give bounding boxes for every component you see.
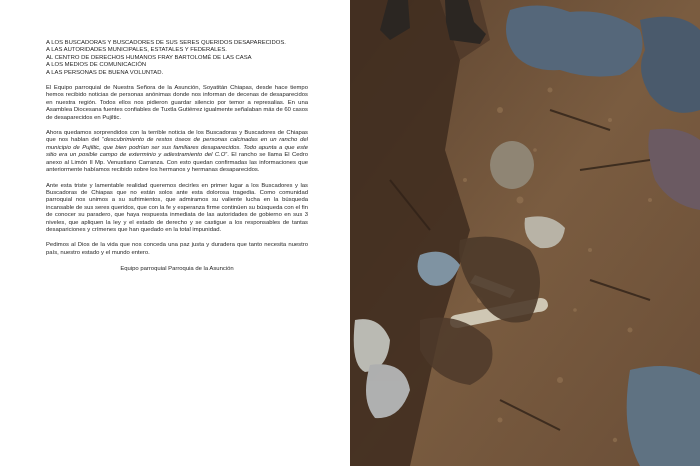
ground-photo — [350, 0, 700, 466]
paragraph — [46, 130, 308, 174]
addressee-line: A LOS BUSCADORAS Y BUSCADORES DE SUS SERES QUERIDOS DESAPARECIDOS. — [46, 40, 286, 46]
addressee-line: A LAS AUTORIDADES MUNICIPALES, ESTATALES Y FEDERALES. — [46, 47, 227, 54]
paragraph: Pedimos al Dios de la vida que nos conceda una paz justa y duradera que tanto necesita nuestro país, nuestro estado y el mundo entero. — [46, 242, 308, 256]
photo-illustration — [350, 0, 700, 466]
quoted-text: descubrimiento de restos óseos de personas calcinadas en un rancho del municipio de Pujiltic, que bien podrían ser sus familiares desaparecidos. Todo apunta a que este sitio era un posible campo de exterminio y adiestramiento del C.O — [46, 137, 308, 159]
addressee-list — [46, 40, 308, 77]
paragraph-text: ”. El rancho se llama El Cedro anexo al Limón II Mp. Venustiano Carranza. Con esto quedan confirmadas las informaciones que anteriormente habíamos recibido sobre los hermanos y hermanas desaparecidos. — [46, 152, 309, 174]
paragraph-text: Ahora quedamos sorprendidos con la terrible noticia de los Buscadoras y Buscadores de Chiapas que nos hablan del “ — [46, 130, 308, 144]
paragraph: Ante esta triste y lamentable realidad queremos decirles en primer lugar a los Buscadores y las Buscadoras de Chiapas que no están solos ante esta dolorosa tragedia. Como comunidad parroquial nos unimos a su sufrimientos, que admiramos su valiente lucha en la búsqueda incansable de sus seres queridos, que con la fe y esperanza firme continúen su búsqueda con el fin de conocer su paradero, que haya respuesta inmediata de las autoridades de gobierno en sus 3 niveles, que apliquen la ley y el estado de derecho y se castigue a los responsables de tantas desapariciones y crímenes que han quedado en la total impunidad. — [46, 182, 308, 233]
letter-body — [46, 40, 308, 274]
signature: Equipo parroquial Parroquia de la Asunción — [120, 266, 234, 273]
addressee-line: A LOS MEDIOS DE COMUNICACIÓN — [46, 62, 147, 69]
addressee-line: A LAS PERSONAS DE BUENA VOLUNTAD. — [46, 69, 164, 76]
paragraph: El Equipo parroquial de Nuestra Señora de la Asunción, Soyatitán Chiapas, desde hace tiempo hemos recibido noticias de personas anónimas donde nos informan de decenas de desaparecidos en nuestra región. Todos ellos nos pidieron guardar silencio por temor a represalias. En una Asamblea Diocesana fuentes confiables de Tuxtla Gutiérrez igualmente señalaban más de 60 casos de desaparecidos en Pujiltic. — [46, 85, 308, 121]
addressee-line: AL CENTRO DE DERECHOS HUMANOS FRAY BARTOLOMÉ DE LAS CASA — [46, 54, 252, 61]
